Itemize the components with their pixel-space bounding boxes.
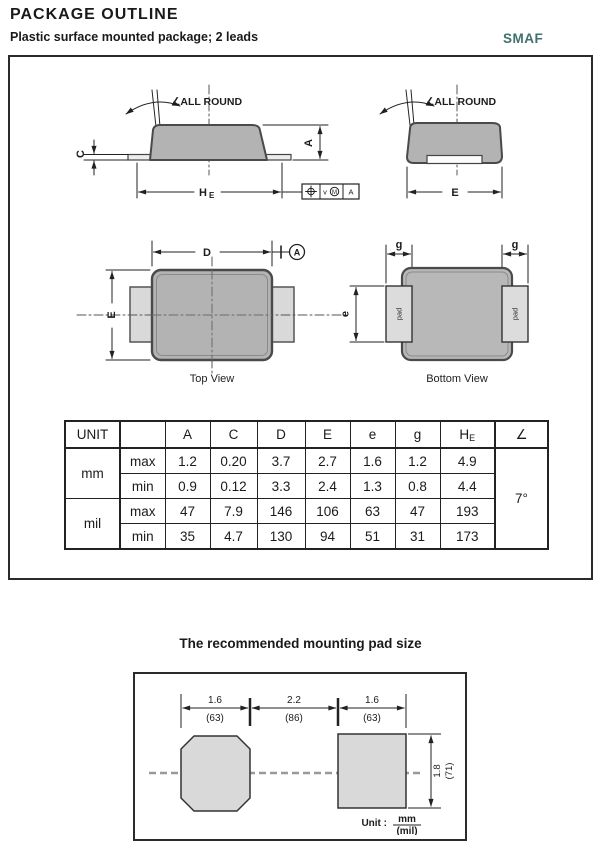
- bottom-view-body: [402, 268, 512, 360]
- value-cell: 146: [257, 499, 305, 524]
- unit-note-mil: (mil): [396, 826, 418, 835]
- value-cell: 130: [257, 524, 305, 550]
- page-subtitle: Plastic surface mounted package; 2 leads: [10, 30, 259, 44]
- end-view: [380, 85, 502, 199]
- value-cell: 173: [440, 524, 495, 550]
- value-cell: 1.3: [350, 474, 395, 499]
- mounting-pad-drawing: [135, 674, 461, 835]
- all-round-label: ∠ALL ROUND: [425, 96, 497, 108]
- value-cell: 47: [395, 499, 440, 524]
- pad-left-label: pad: [394, 307, 404, 321]
- pad1-width-mm: 1.6: [208, 695, 222, 706]
- mounting-pad-panel: [133, 672, 467, 841]
- dim-C-label: C: [75, 150, 87, 158]
- he-main: H: [459, 426, 470, 442]
- value-cell: 4.7: [210, 524, 257, 550]
- value-cell: 3.7: [257, 448, 305, 474]
- he-sub: E: [469, 432, 476, 443]
- top-view-caption: Top View: [189, 373, 235, 385]
- bottom-view-caption: Bottom View: [426, 373, 488, 385]
- dim-g-right-label: g: [511, 239, 519, 251]
- frame-modifier-label: M: [332, 190, 337, 196]
- table-row-mil-min: [65, 524, 548, 550]
- dim-D: [152, 241, 289, 266]
- col-header-HE: [440, 421, 495, 448]
- col-header-C: C: [210, 421, 257, 448]
- value-cell: 0.20: [210, 448, 257, 474]
- value-cell: 0.8: [395, 474, 440, 499]
- value-cell: 63: [350, 499, 395, 524]
- col-header-angle: ∠: [495, 421, 548, 448]
- dim-e-label: e: [339, 310, 352, 318]
- feature-control-frame: [302, 184, 359, 199]
- dim-g-left-label: g: [395, 239, 403, 251]
- value-cell: 0.9: [165, 474, 210, 499]
- col-header-g: g: [395, 421, 440, 448]
- pad-height-mil: (71): [444, 762, 455, 780]
- frame-tolerance-label: v: [323, 187, 327, 197]
- side-view-lead-right: [265, 155, 291, 161]
- angle-value-cell: 7°: [495, 448, 548, 549]
- limit-cell: max: [120, 499, 165, 524]
- unit-cell-mil: mil: [65, 499, 120, 550]
- dim-A-label: A: [303, 139, 315, 147]
- value-cell: 2.7: [305, 448, 350, 474]
- value-cell: 47: [165, 499, 210, 524]
- pad1-width-mil: (63): [206, 713, 224, 724]
- col-header-E: E: [305, 421, 350, 448]
- value-cell: 4.9: [440, 448, 495, 474]
- value-cell: 0.12: [210, 474, 257, 499]
- dim-HE: [137, 163, 302, 198]
- mounting-pad-heading: The recommended mounting pad size: [179, 636, 422, 651]
- end-view-pad: [427, 156, 482, 164]
- col-header-blank: [120, 421, 165, 448]
- limit-cell: max: [120, 448, 165, 474]
- package-name-label: SMAF: [503, 31, 544, 46]
- pad2-width-mm: 1.6: [365, 695, 379, 706]
- unit-cell-mm: mm: [65, 448, 120, 499]
- table-row-mm-min: [65, 474, 548, 499]
- value-cell: 4.4: [440, 474, 495, 499]
- value-cell: 7.9: [210, 499, 257, 524]
- datum-a-label: A: [293, 247, 301, 258]
- table-row-mil-max: [65, 499, 548, 524]
- value-cell: 35: [165, 524, 210, 550]
- pad-height-mm: 1.8: [432, 764, 443, 778]
- dim-E-end-label: E: [451, 187, 459, 199]
- unit-note-mm: mm: [398, 814, 416, 825]
- value-cell: 94: [305, 524, 350, 550]
- dim-C: [84, 140, 128, 175]
- top-view: [77, 241, 347, 385]
- col-header-A: A: [165, 421, 210, 448]
- side-view-body: [150, 125, 267, 160]
- value-cell: 193: [440, 499, 495, 524]
- frame-datum-label: A: [348, 187, 354, 197]
- pad2-width-mil: (63): [363, 713, 381, 724]
- limit-cell: min: [120, 524, 165, 550]
- unit-note-label: Unit :: [361, 818, 387, 829]
- dimension-table: [64, 420, 549, 550]
- dim-E-top-label: E: [106, 311, 118, 319]
- dim-HE-label-sub: E: [209, 191, 215, 200]
- value-cell: 1.6: [350, 448, 395, 474]
- value-cell: 51: [350, 524, 395, 550]
- dim-D-label: D: [203, 247, 211, 259]
- table-header-row: [65, 421, 548, 448]
- all-round-label: ∠ALL ROUND: [171, 96, 243, 108]
- value-cell: 31: [395, 524, 440, 550]
- value-cell: 1.2: [165, 448, 210, 474]
- value-cell: 2.4: [305, 474, 350, 499]
- col-header-D: D: [257, 421, 305, 448]
- value-cell: 106: [305, 499, 350, 524]
- mounting-pad-left: [181, 736, 250, 811]
- value-cell: 3.3: [257, 474, 305, 499]
- col-header-unit: UNIT: [65, 421, 120, 448]
- value-cell: 1.2: [395, 448, 440, 474]
- limit-cell: min: [120, 474, 165, 499]
- table-row-mm-max: [65, 448, 548, 474]
- gap-mm: 2.2: [287, 695, 301, 706]
- bottom-view: [340, 239, 529, 385]
- side-view: [75, 85, 359, 200]
- page-title: PACKAGE OUTLINE: [10, 6, 179, 23]
- mounting-pad-right: [338, 734, 406, 808]
- package-views-drawing: [10, 57, 591, 407]
- gap-mil: (86): [285, 713, 303, 724]
- dim-HE-label-main: H: [199, 187, 207, 199]
- dim-e: [350, 286, 384, 342]
- pad-right-label: pad: [510, 307, 520, 321]
- package-outline-panel: [8, 55, 593, 580]
- col-header-e: e: [350, 421, 395, 448]
